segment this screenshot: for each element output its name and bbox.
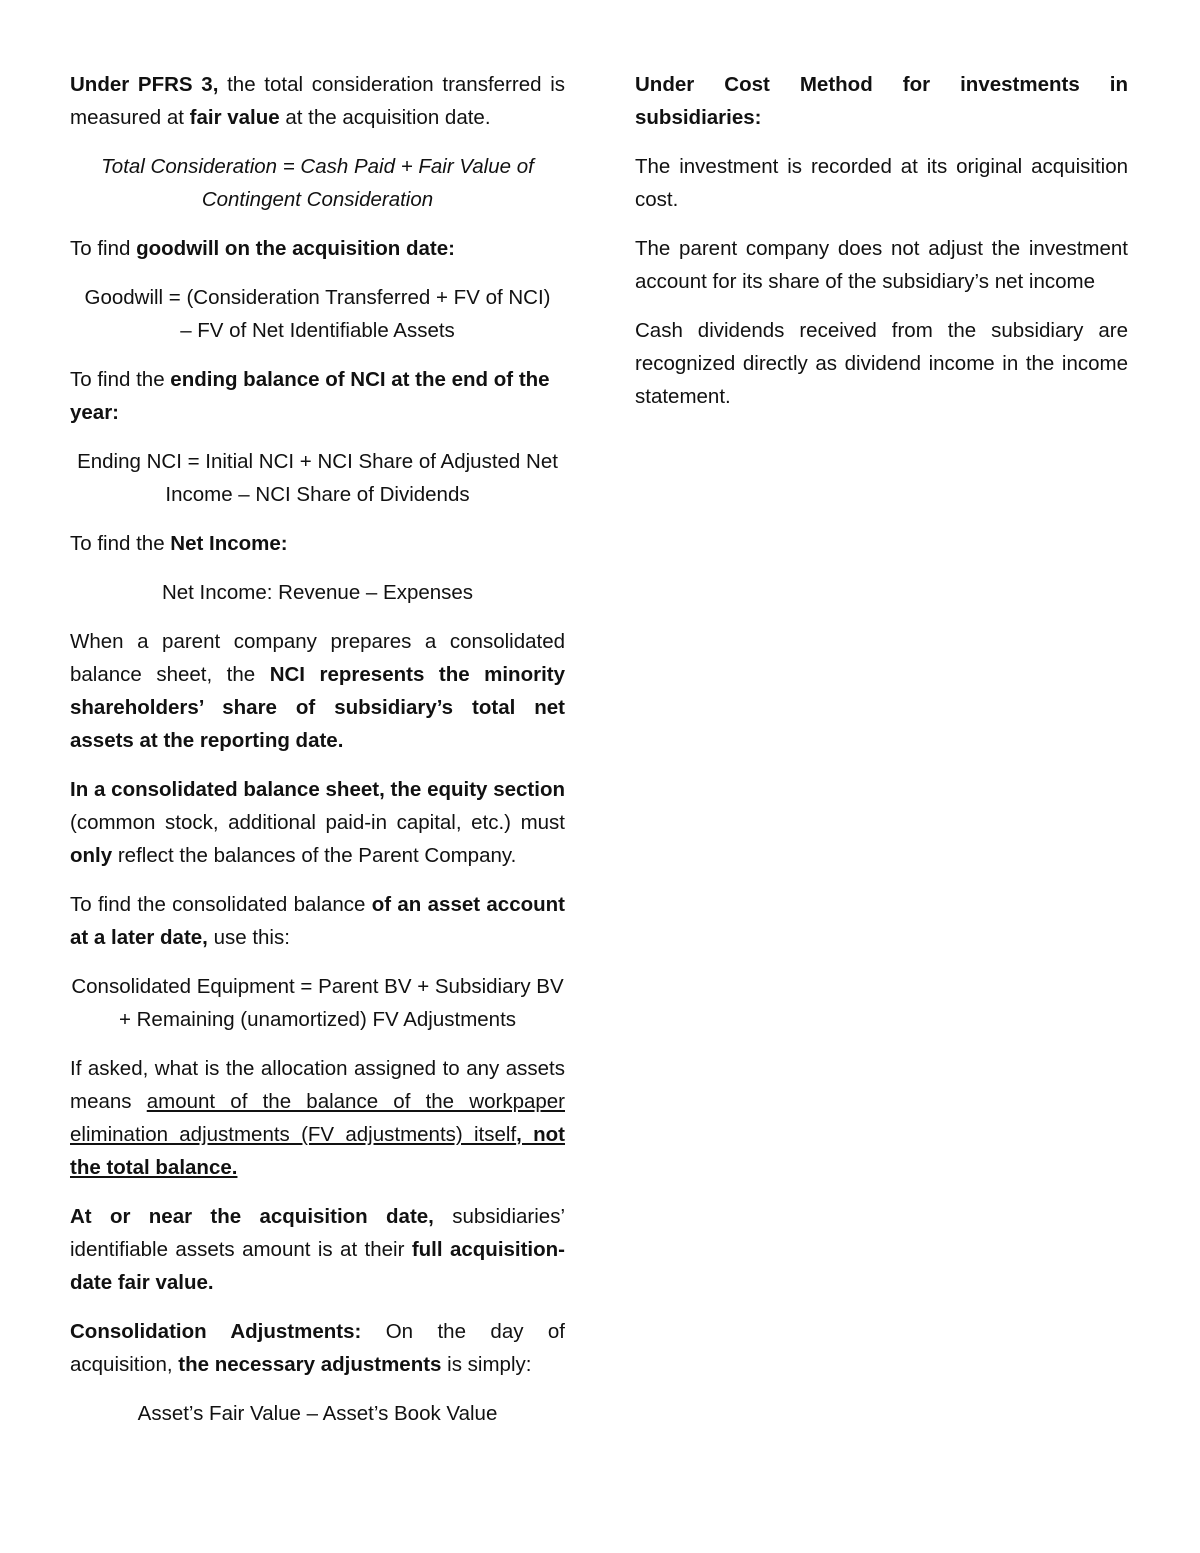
consolidation-adjustments-end: is simply: [441, 1353, 532, 1376]
net-income-intro [70, 527, 565, 560]
goodwill-formula [70, 281, 565, 347]
total-consideration-formula [70, 150, 565, 216]
cost-method-point-2 [635, 232, 1128, 298]
asset-balance-intro [70, 888, 565, 954]
pfrs3-label: Under PFRS 3, [70, 73, 219, 96]
equity-section-text: (common stock, additional paid-in capital, etc.) must [70, 811, 565, 834]
allocation-underlined: amount of the balance of the workpaper elimination adjustments (FV adjustments) itself [70, 1090, 565, 1146]
pfrs3-text-end: at the acquisition date. [279, 106, 491, 129]
equity-section-paragraph [70, 773, 565, 872]
acquisition-date-paragraph [70, 1200, 565, 1299]
cost-method-heading [635, 68, 1128, 134]
consolidation-adjustments-text: On the day of acquisition, [70, 1320, 565, 1376]
acquisition-date-bold: At or near the acquisition date, [70, 1205, 434, 1228]
consolidation-adjustments-paragraph [70, 1315, 565, 1381]
goodwill-formula-line1: Goodwill = (Consideration Transferred + FV of NCI) [84, 286, 551, 309]
allocation-text: If asked, what is the allocation assigned to any assets means [70, 1057, 565, 1113]
consolidated-equipment-formula [70, 970, 565, 1036]
net-income-formula [70, 576, 565, 609]
equity-section-text-end: reflect the balances of the Parent Company. [112, 844, 517, 867]
consolidation-adjustments-label: Consolidation Adjustments: [70, 1320, 362, 1343]
fair-value-term: fair value [189, 106, 280, 129]
cost-method-heading-text: Under Cost Method for investments in subsidiaries: [635, 73, 1128, 129]
goodwill-intro-text: To find [70, 237, 137, 260]
allocation-paragraph [70, 1052, 565, 1184]
consolidated-equipment-formula-text: Consolidated Equipment = Parent BV + Subsidiary BV + Remaining (unamortized) FV Adjustments [71, 975, 564, 1031]
asset-balance-intro-end: use this: [207, 926, 290, 949]
asset-balance-intro-bold: of an asset account at a later date, [70, 893, 565, 949]
necessary-adjustments-bold: the necessary adjustments [178, 1353, 442, 1376]
cost-method-point-3 [635, 314, 1128, 413]
net-income-formula-text: Net Income: Revenue – Expenses [161, 581, 474, 604]
goodwill-intro-bold: goodwill on the acquisition date: [136, 237, 455, 260]
goodwill-formula-line2: – FV of Net Identifiable Assets [180, 319, 455, 342]
pfrs3-paragraph [70, 68, 565, 134]
equity-section-bold: In a consolidated balance sheet, the equity section [70, 778, 565, 801]
acquisition-date-text: subsidiaries’ identifiable assets amount is at their [70, 1205, 566, 1261]
right-column [635, 68, 1128, 429]
fair-value-book-value-formula [70, 1397, 565, 1430]
only-term: only [70, 844, 113, 867]
ending-nci-intro [70, 363, 565, 429]
full-fair-value-bold: full acquisition-date fair value. [70, 1238, 566, 1294]
asset-balance-intro-text: To find the consolidated balance [70, 893, 372, 916]
ending-nci-formula-text: Ending NCI = Initial NCI + NCI Share of Adjusted Net Income – NCI Share of Dividends [77, 450, 558, 506]
pfrs3-text: the total consideration transferred is measured at [70, 73, 566, 129]
ending-nci-formula [70, 445, 565, 511]
total-consideration-formula-text: Total Consideration = Cash Paid + Fair Value of Contingent Consideration [101, 155, 534, 211]
nci-definition-paragraph [70, 625, 565, 757]
goodwill-intro [70, 232, 565, 265]
not-total-balance: , not the total balance. [70, 1123, 565, 1179]
nci-definition-text: When a parent company prepares a consolidated balance sheet, the [70, 630, 565, 686]
ending-nci-intro-text: To find the [70, 368, 171, 391]
cost-method-point-1-text: The investment is recorded at its original acquisition cost. [635, 155, 1128, 211]
left-column [70, 68, 565, 1446]
ending-nci-intro-bold: ending balance of NCI at the end of the year: [70, 368, 550, 424]
fair-value-book-value-formula-text: Asset’s Fair Value – Asset’s Book Value [137, 1402, 498, 1425]
cost-method-point-2-text: The parent company does not adjust the investment account for its share of the subsidiary’s net income [635, 237, 1128, 293]
cost-method-point-3-text: Cash dividends received from the subsidiary are recognized directly as dividend income in the income statement. [635, 319, 1128, 408]
net-income-intro-bold: Net Income: [170, 532, 288, 555]
net-income-intro-text: To find the [70, 532, 171, 555]
nci-definition-bold: NCI represents the minority shareholders’ share of subsidiary’s total net assets at the reporting date. [70, 663, 565, 752]
cost-method-point-1 [635, 150, 1128, 216]
